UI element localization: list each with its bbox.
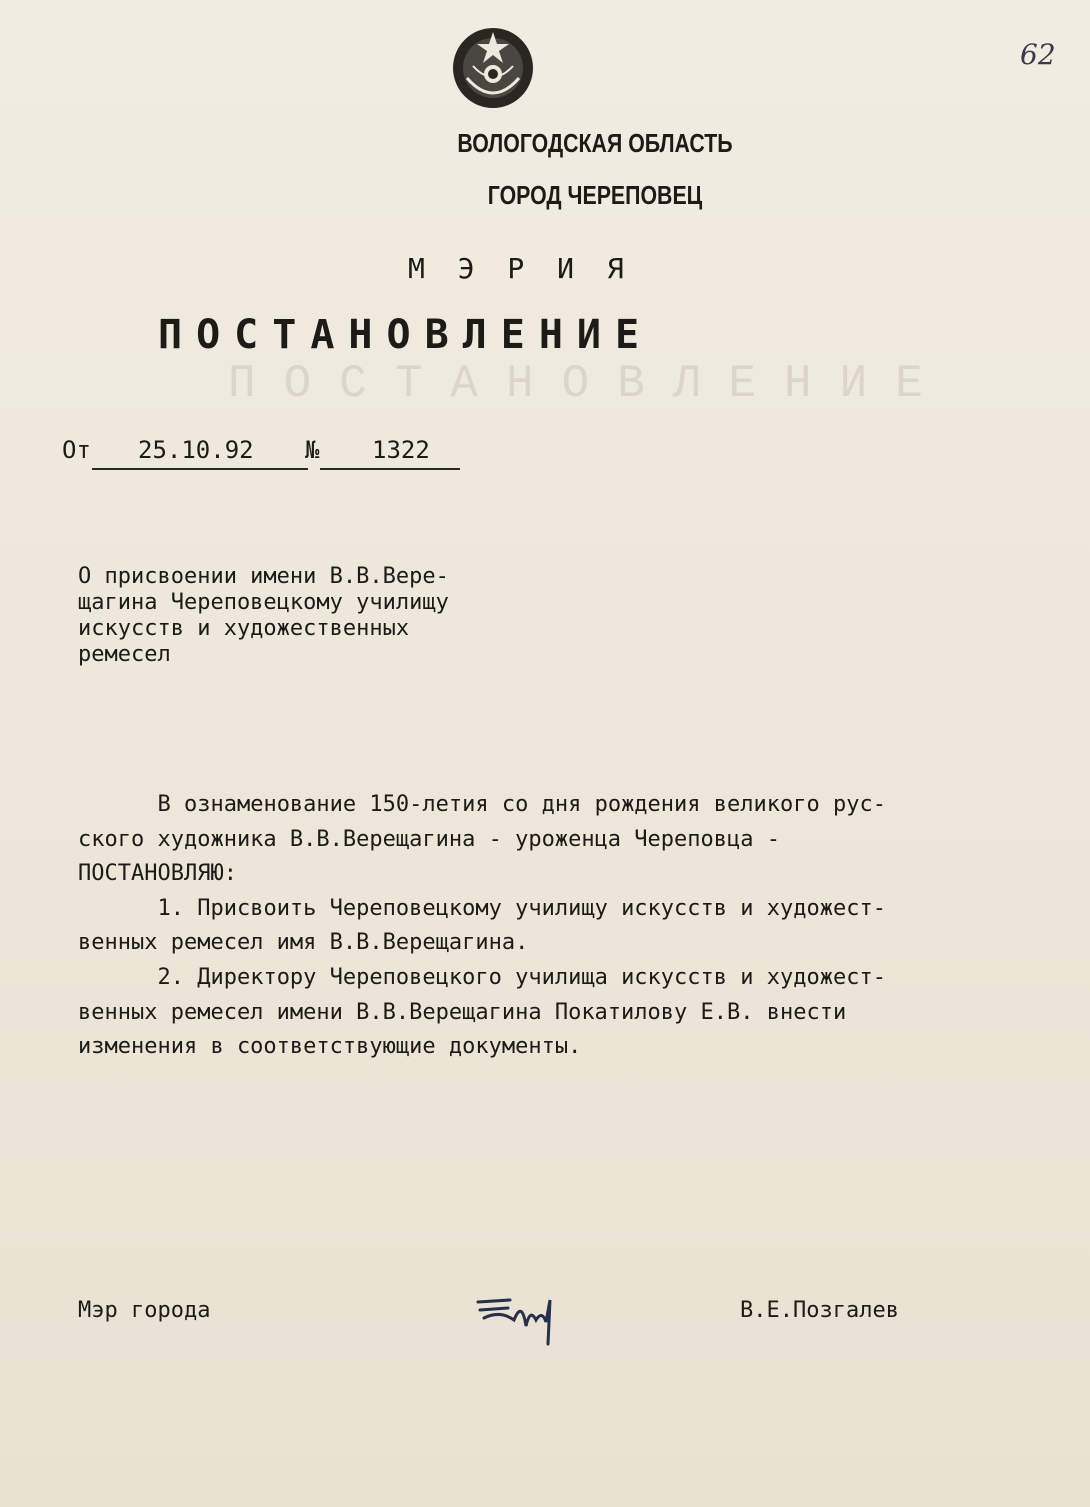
signatory-name: В.Е.Позгалев: [740, 1298, 899, 1323]
document-subject: О присвоении имени В.В.Вере- щагина Череповецкому училищу искусств и художественных ремесел: [78, 564, 449, 667]
body-line: венных ремесел имя В.В.Верещагина.: [78, 930, 529, 956]
body-line: ского художника В.В.Верещагина - уроженца Череповца -: [78, 826, 780, 852]
number-sign: №: [305, 436, 320, 464]
body-line: 1. Присвоить Череповецкому училищу искусств и художест-: [78, 895, 886, 921]
body-line: ПОСТАНОВЛЯЮ:: [78, 861, 237, 887]
bleed-through-title: ПОСТАНОВЛЕНИЕ: [228, 358, 951, 410]
document-number: 1322: [372, 436, 430, 464]
document-type-title: ПОСТАНОВЛЕНИЕ: [158, 312, 654, 358]
number-underline: [320, 468, 460, 470]
page-number: 62: [1020, 38, 1056, 71]
document-body: [78, 788, 1038, 1065]
coat-of-arms-icon: [445, 18, 541, 114]
document-date: 25.10.92: [138, 436, 254, 464]
body-line: 2. Директору Череповецкого училища искусств и художест-: [78, 964, 886, 990]
date-prefix: От: [62, 436, 91, 464]
region-header: ВОЛОГОДСКАЯ ОБЛАСТЬ: [457, 128, 733, 158]
authority-header: М Э Р И Я: [408, 252, 632, 285]
signature-block: [78, 1298, 978, 1348]
body-line: венных ремесел имени В.В.Верещагина Покатилову Е.В. внести: [78, 999, 847, 1025]
body-line: В ознаменование 150-летия со дня рождения великого рус-: [78, 792, 886, 817]
handwritten-signature: [470, 1280, 580, 1346]
signatory-title: Мэр города: [78, 1298, 211, 1323]
city-header: ГОРОД ЧЕРЕПОВЕЦ: [487, 180, 703, 210]
date-number-line: [62, 430, 482, 470]
body-line: изменения в соответствующие документы.: [78, 1034, 582, 1060]
date-underline: [92, 468, 308, 470]
